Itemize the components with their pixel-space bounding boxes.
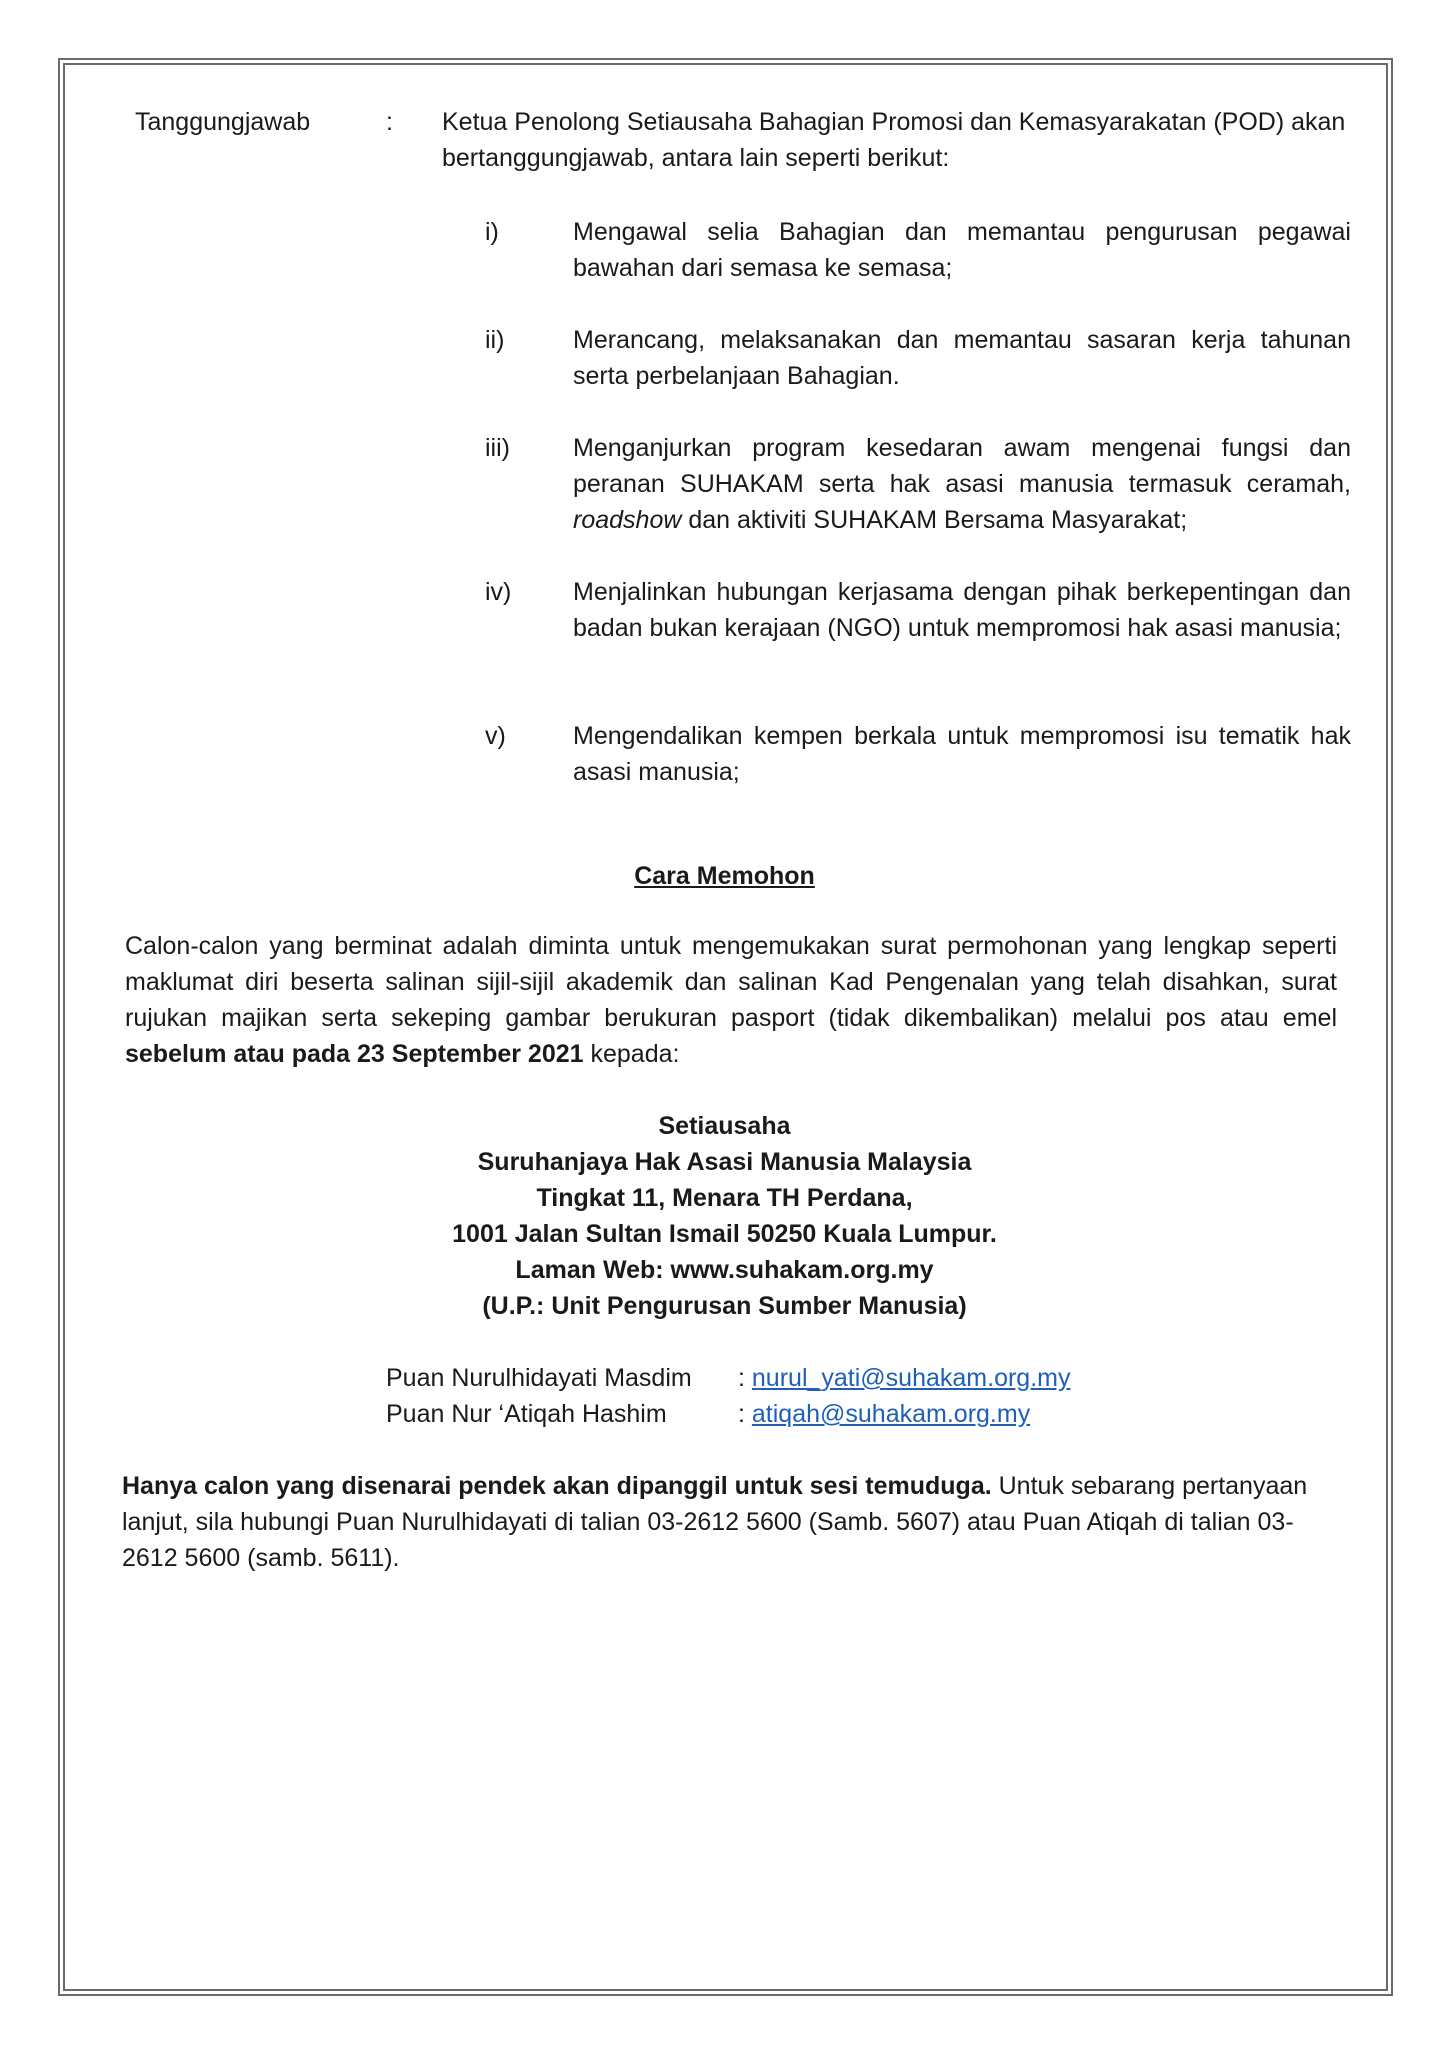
address-block [0,1108,1449,1324]
apply-paragraph-end: kepada: [590,1040,680,1068]
item-text-5: Mengendalikan kempen berkala untuk mempromosi isu tematik hak asasi manusia; [573,722,1351,786]
shortlist-note-text: Untuk sebarang pertanyaan lanjut, sila hubungi Puan Nurulhidayati di talian 03-2612 5600 (Samb. 5607) atau Puan Atiqah di talian 03-2612 5600 (samb. 5611). [122,1472,1308,1572]
contact-separator: : [738,1400,745,1428]
address-line: Tingkat 11, Menara TH Perdana, [536,1184,913,1212]
item-text-3-end: dan aktiviti SUHAKAM Bersama Masyarakat; [688,506,1188,534]
item-number-1: i) [485,218,499,246]
apply-paragraph [125,928,1337,1072]
address-line: (U.P.: Unit Pengurusan Sumber Manusia) [482,1292,967,1320]
responsibility-intro: Ketua Penolong Setiausaha Bahagian Promosi dan Kemasyarakatan (POD) akan bertanggungjawab, antara lain seperti berikut: [442,108,1346,172]
apply-paragraph-text: Calon-calon yang berminat adalah diminta untuk mengemukakan surat permohonan yang lengkap seperti maklumat diri beserta salinan sijil-sijil akademik dan salinan Kad Pengenalan yang telah disahkan, surat rujukan majikan serta sekeping gambar berukuran pasport (tidak dikembalikan) melalui pos atau emel [125,932,1337,1032]
shortlist-note [122,1468,1337,1576]
contact-email-link-1[interactable]: nurul_yati@suhakam.org.my [751,1364,1071,1392]
contact-name-2: Puan Nur ‘Atiqah Hashim [386,1400,667,1428]
item-text-3-main: Menganjurkan program kesedaran awam mengenai fungsi dan peranan SUHAKAM serta hak asasi manusia termasuk ceramah, [573,434,1351,498]
item-text-2: Merancang, melaksanakan dan memantau sasaran kerja tahunan serta perbelanjaan Bahagian. [573,326,1351,390]
item-text-3-italic: roadshow [573,506,682,534]
address-line: Setiausaha [658,1112,791,1140]
item-text-1: Mengawal selia Bahagian dan memantau pengurusan pegawai bawahan dari semasa ke semasa; [573,218,1351,282]
responsibility-label: Tanggungjawab [135,108,311,136]
apply-deadline: sebelum atau pada 23 September 2021 [125,1040,584,1068]
contact-email-row-2 [738,1396,1030,1432]
item-number-2: ii) [485,326,505,354]
item-number-5: v) [485,722,506,750]
item-text-3 [573,430,1351,538]
address-line: 1001 Jalan Sultan Ismail 50250 Kuala Lumpur. [452,1220,997,1248]
address-line: Laman Web: www.suhakam.org.my [515,1256,934,1284]
address-line: Suruhanjaya Hak Asasi Manusia Malaysia [477,1148,972,1176]
item-text-4: Menjalinkan hubungan kerjasama dengan pihak berkepentingan dan badan bukan kerajaan (NGO) untuk mempromosi hak asasi manusia; [573,578,1351,642]
item-number-3: iii) [485,434,510,462]
contact-email-row-1 [738,1360,1070,1396]
responsibility-colon: : [386,108,393,136]
item-number-4: iv) [485,578,512,606]
apply-heading: Cara Memohon [634,862,815,890]
shortlist-note-bold: Hanya calon yang disenarai pendek akan dipanggil untuk sesi temuduga. [122,1472,992,1500]
contact-separator: : [738,1364,745,1392]
contact-email-link-2[interactable]: atiqah@suhakam.org.my [751,1400,1031,1428]
contact-name-1: Puan Nurulhidayati Masdim [386,1364,692,1392]
